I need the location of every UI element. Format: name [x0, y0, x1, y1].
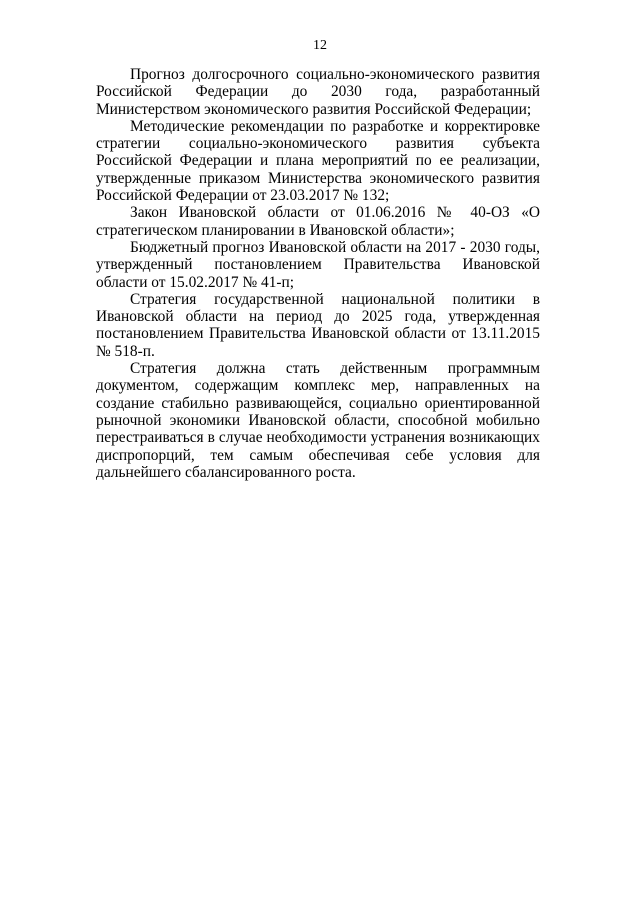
- paragraph-budget-forecast: Бюджетный прогноз Ивановской области на 2017 - 2030 годы, утвержденный постановлением Правительства Ивановской области от 15.02.2017 № 41-п;: [96, 238, 540, 291]
- paragraph-forecast: Прогноз долгосрочного социально-экономического развития Российской Федерации до 2030 года, разработанный Министерством экономического развития Российской Федерации;: [96, 66, 540, 118]
- paragraph-law-strategic-planning: Закон Ивановской области от 01.06.2016 № 40-ОЗ «О стратегическом планировании в Ивановской области»;: [96, 204, 540, 239]
- document-body: [96, 66, 540, 481]
- paragraph-national-policy-strategy: Стратегия государственной национальной политики в Ивановской области на период до 2025 года, утвержденная постановлением Правительства Ивановской области от 13.11.2015 № 518-п.: [96, 290, 540, 360]
- paragraph-strategy-purpose: Стратегия должна стать действенным программным документом, содержащим комплекс мер, направленных на создание стабильно развивающейся, социально ориентированной рыночной экономики Ивановской области, способной мобильно перестраиваться в случае необходимости устранения возникающих диспропорций, тем самым обеспечивая себе условия для дальнейшего сбалансированного роста.: [96, 360, 540, 481]
- page-number: 12: [313, 38, 327, 53]
- paragraph-methodical-recommendations: Методические рекомендации по разработке и корректировке стратегии социально-экономического развития субъекта Российской Федерации и плана мероприятий по ее реализации, утвержденные приказом Министерства экономического развития Российской Федерации от 23.03.2017 № 132;: [96, 117, 540, 205]
